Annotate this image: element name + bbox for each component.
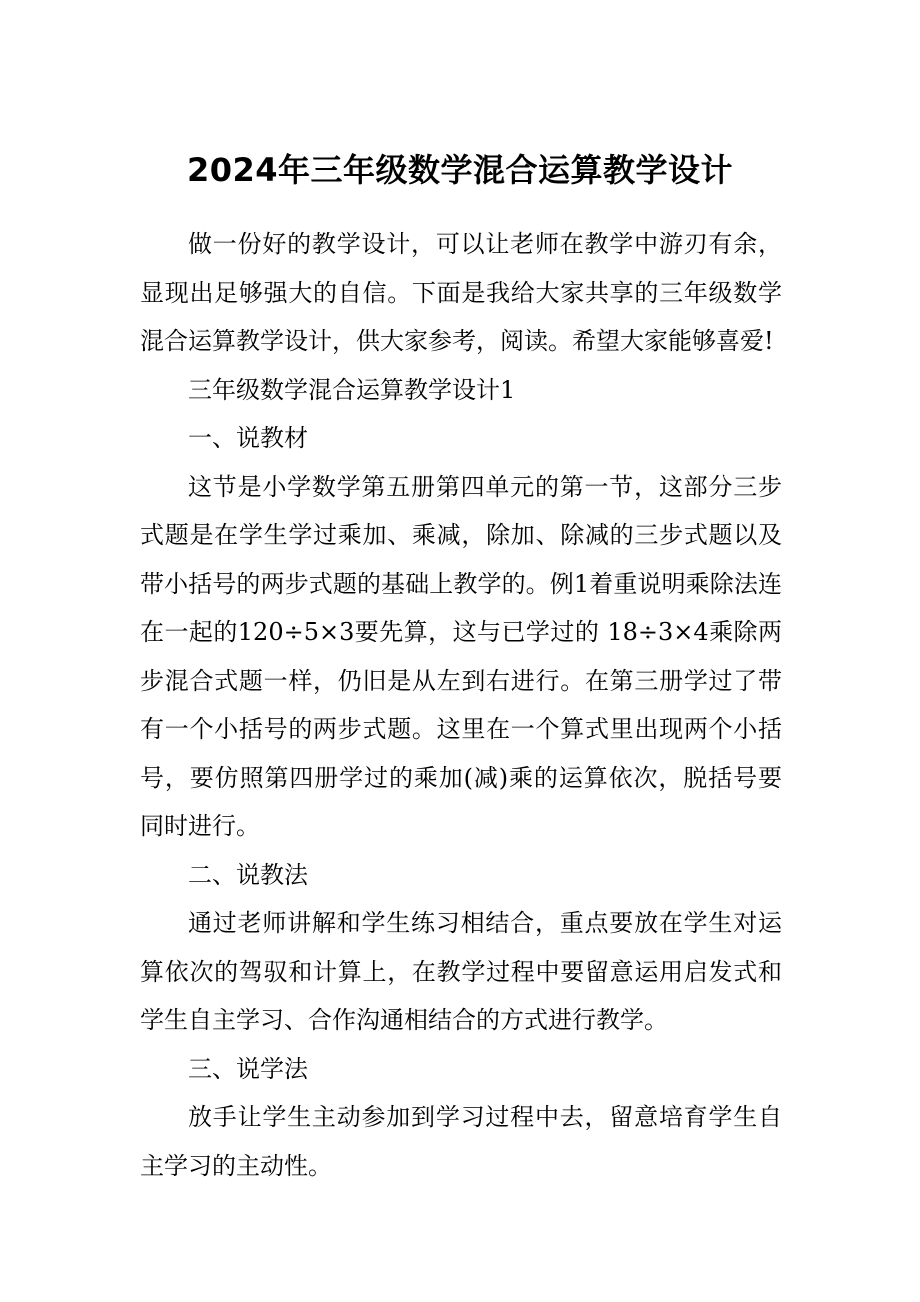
section-heading-textbook: 一、说教材 <box>188 424 308 452</box>
paragraph-teaching-method: 通过老师讲解和学生练习相结合，重点要放在学生对运算依次的驾驭和计算上，在教学过程中要留意运用启发式和学生自主学习、合作沟通相结合的方式进行教学。 <box>140 909 782 1034</box>
document-title: 2024年三年级数学混合运算教学设计 <box>186 151 734 189</box>
document-body <box>140 220 782 1190</box>
section-heading-learning-method: 三、说学法 <box>188 1054 308 1083</box>
section-heading-teaching-method: 二、说教法 <box>188 860 308 889</box>
paragraph-textbook: 这节是小学数学第五册第四单元的第一节，这部分三步式题是在学生学过乘加、乘减，除加、除减的三步式题以及带小括号的两步式题的基础上教学的。例1着重说明乘除法连在一起的120÷5×3要先算，这与已学过的 18÷3×4乘除两步混合式题一样，仍旧是从左到右进行。在第三册学过了带有一个小括号的两步式题。这里在一个算式里出现两个小括号，要仿照第四册学过的乘加(减)乘的运算依次，脱括号要同时进行。 <box>140 472 782 840</box>
paragraph-intro: 做一份好的教学设计，可以让老师在教学中游刃有余，显现出足够强大的自信。下面是我给大家共享的三年级数学混合运算教学设计，供大家参考，阅读。希望大家能够喜爱! <box>140 230 782 355</box>
paragraph-learning-method: 放手让学生主动参加到学习过程中去，留意培育学生自主学习的主动性。 <box>140 1103 782 1180</box>
section-heading-design-1: 三年级数学混合运算教学设计1 <box>188 375 516 404</box>
